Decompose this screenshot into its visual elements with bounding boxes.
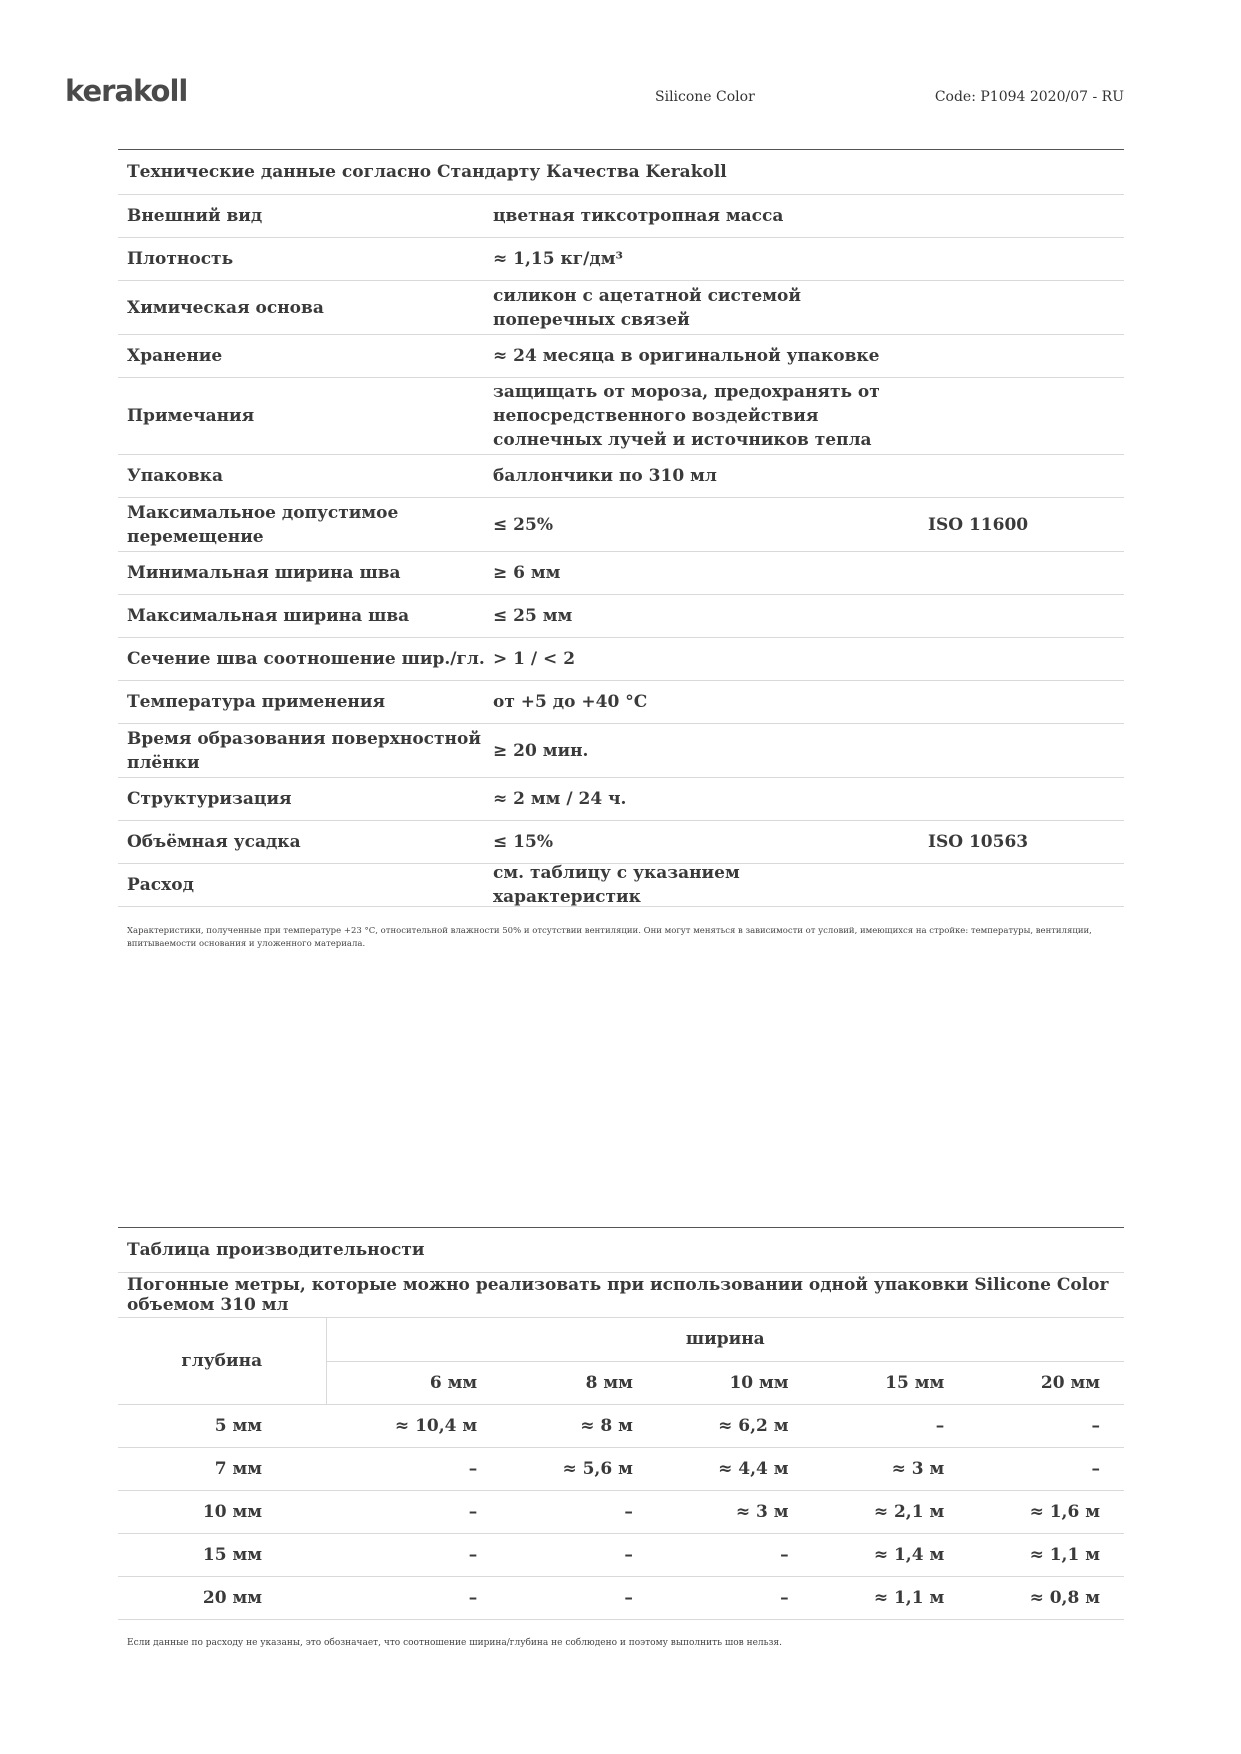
- yield-cell: –: [326, 1576, 501, 1619]
- tech-row: [118, 238, 1124, 281]
- tech-row-value: ≈ 2 мм / 24 ч.: [493, 789, 627, 809]
- yield-cell: ≈ 0,8 м: [968, 1576, 1124, 1619]
- tech-row: [118, 681, 1124, 724]
- width-column-header: 10 мм: [657, 1361, 813, 1404]
- tech-row: [118, 378, 1124, 455]
- tech-row: [118, 335, 1124, 378]
- depth-cell: 5 мм: [118, 1404, 326, 1447]
- width-header: ширина: [326, 1318, 1124, 1361]
- tech-row-standard: ISO 10563: [928, 832, 1029, 852]
- yield-cell: ≈ 6,2 м: [657, 1404, 813, 1447]
- tech-row-label: Химическая основа: [127, 297, 324, 318]
- tech-row-value: > 1 / < 2: [493, 649, 576, 669]
- yield-cell: ≈ 3 м: [813, 1447, 969, 1490]
- tech-row: [118, 455, 1124, 498]
- header-product-name: Silicone Color: [655, 89, 755, 105]
- tech-row-value: ≥ 20 мин.: [493, 740, 589, 761]
- performance-table-title: Таблица производительности: [118, 1228, 1124, 1273]
- technical-data-title: Технические данные согласно Стандарту Качества Kerakoll: [118, 150, 1124, 195]
- tech-row: [118, 778, 1124, 821]
- performance-table-subtitle: Погонные метры, которые можно реализовать при использовании одной упаковки Silicone Color объемом 310 мл: [118, 1273, 1124, 1318]
- tech-row-value: ≈ 24 месяца в оригинальной упаковке: [493, 346, 880, 366]
- yield-cell: ≈ 4,4 м: [657, 1447, 813, 1490]
- tech-row-label: Плотность: [127, 249, 234, 269]
- technical-data-footnote: Характеристики, полученные при температуре +23 °С, относительной влажности 50% и отсутствии вентиляции. Они могут меняться в зависимости от условий, имеющихся на стройке: температуры, вентиляции, впитываемости основания и уложенного материала.: [127, 926, 1092, 949]
- tech-row-value: ≥ 6 мм: [493, 563, 561, 583]
- yield-cell: –: [813, 1404, 969, 1447]
- depth-cell: 7 мм: [118, 1447, 326, 1490]
- tech-row-value: ≤ 25 мм: [493, 606, 573, 626]
- tech-row-label: Примечания: [127, 406, 255, 426]
- width-column-header: 15 мм: [813, 1361, 969, 1404]
- tech-row-label: Хранение: [127, 346, 223, 366]
- yield-cell: ≈ 10,4 м: [326, 1404, 501, 1447]
- tech-row: [118, 638, 1124, 681]
- tech-row-standard: ISO 11600: [928, 514, 1029, 535]
- tech-row: [118, 195, 1124, 238]
- tech-row-value: ≤ 15%: [493, 832, 553, 852]
- performance-row: [118, 1490, 1124, 1533]
- performance-table-footnote: Если данные по расходу не указаны, это обозначает, что соотношение ширина/глубина не соблюдено и поэтому выполнить шов нельзя.: [127, 1638, 782, 1648]
- tech-row: [118, 552, 1124, 595]
- performance-row: [118, 1404, 1124, 1447]
- tech-row: [118, 821, 1124, 864]
- tech-row-label: Максимальная ширина шва: [127, 606, 410, 626]
- performance-table-block: [118, 1227, 1124, 1620]
- tech-row-value: от +5 до +40 °С: [493, 692, 648, 712]
- width-column-header: 8 мм: [501, 1361, 657, 1404]
- tech-row-label: Время образования поверхностной плёнки: [127, 728, 481, 773]
- yield-cell: ≈ 1,4 м: [813, 1533, 969, 1576]
- yield-cell: –: [657, 1533, 813, 1576]
- performance-row: [118, 1447, 1124, 1490]
- tech-row-label: Сечение шва соотношение шир./гл.: [127, 649, 485, 669]
- tech-row-label: Объёмная усадка: [127, 832, 301, 852]
- yield-cell: –: [326, 1490, 501, 1533]
- yield-cell: –: [968, 1404, 1124, 1447]
- yield-cell: ≈ 1,1 м: [968, 1533, 1124, 1576]
- yield-cell: –: [326, 1447, 501, 1490]
- depth-cell: 15 мм: [118, 1533, 326, 1576]
- depth-cell: 10 мм: [118, 1490, 326, 1533]
- depth-cell: 20 мм: [118, 1576, 326, 1619]
- tech-row-value: ≈ 1,15 кг/дм³: [493, 249, 623, 269]
- tech-row-label: Внешний вид: [127, 206, 263, 226]
- brand-logo: kerakoll: [65, 74, 188, 108]
- tech-row-label: Максимальное допустимое перемещение: [127, 502, 399, 547]
- width-column-header: 20 мм: [968, 1361, 1124, 1404]
- performance-row: [118, 1576, 1124, 1619]
- yield-cell: –: [501, 1576, 657, 1619]
- performance-row: [118, 1533, 1124, 1576]
- yield-cell: ≈ 2,1 м: [813, 1490, 969, 1533]
- tech-row: [118, 281, 1124, 335]
- yield-cell: ≈ 8 м: [501, 1404, 657, 1447]
- tech-row-label: Расход: [127, 875, 194, 895]
- width-column-header: 6 мм: [326, 1361, 501, 1404]
- yield-cell: ≈ 5,6 м: [501, 1447, 657, 1490]
- depth-header: глубина: [118, 1318, 326, 1404]
- tech-row-value: силикон с ацетатной системой поперечных связей: [493, 285, 801, 330]
- yield-cell: –: [501, 1533, 657, 1576]
- yield-cell: ≈ 3 м: [657, 1490, 813, 1533]
- tech-row-label: Структуризация: [127, 789, 292, 809]
- yield-cell: –: [657, 1576, 813, 1619]
- tech-row-label: Упаковка: [127, 466, 223, 486]
- yield-cell: –: [968, 1447, 1124, 1490]
- tech-row: [118, 724, 1124, 778]
- tech-row-value: баллончики по 310 мл: [493, 466, 717, 486]
- tech-row-value: защищать от мороза, предохранять от непосредственного воздействия солнечных лучей и источников тепла: [493, 382, 880, 450]
- technical-data-table: [118, 149, 1124, 907]
- tech-row-value: ≤ 25%: [493, 514, 553, 535]
- tech-row-label: Температура применения: [127, 692, 386, 712]
- yield-cell: ≈ 1,6 м: [968, 1490, 1124, 1533]
- tech-row: [118, 864, 1124, 907]
- yield-cell: –: [501, 1490, 657, 1533]
- tech-row-value: см. таблицу с указанием характеристик: [493, 863, 740, 907]
- yield-cell: –: [326, 1533, 501, 1576]
- performance-table: [118, 1318, 1124, 1620]
- tech-row: [118, 595, 1124, 638]
- tech-row-value: цветная тиксотропная масса: [493, 206, 784, 226]
- header-document-code: Code: P1094 2020/07 - RU: [934, 89, 1124, 105]
- yield-cell: ≈ 1,1 м: [813, 1576, 969, 1619]
- tech-row: [118, 498, 1124, 552]
- tech-row-label: Минимальная ширина шва: [127, 563, 401, 583]
